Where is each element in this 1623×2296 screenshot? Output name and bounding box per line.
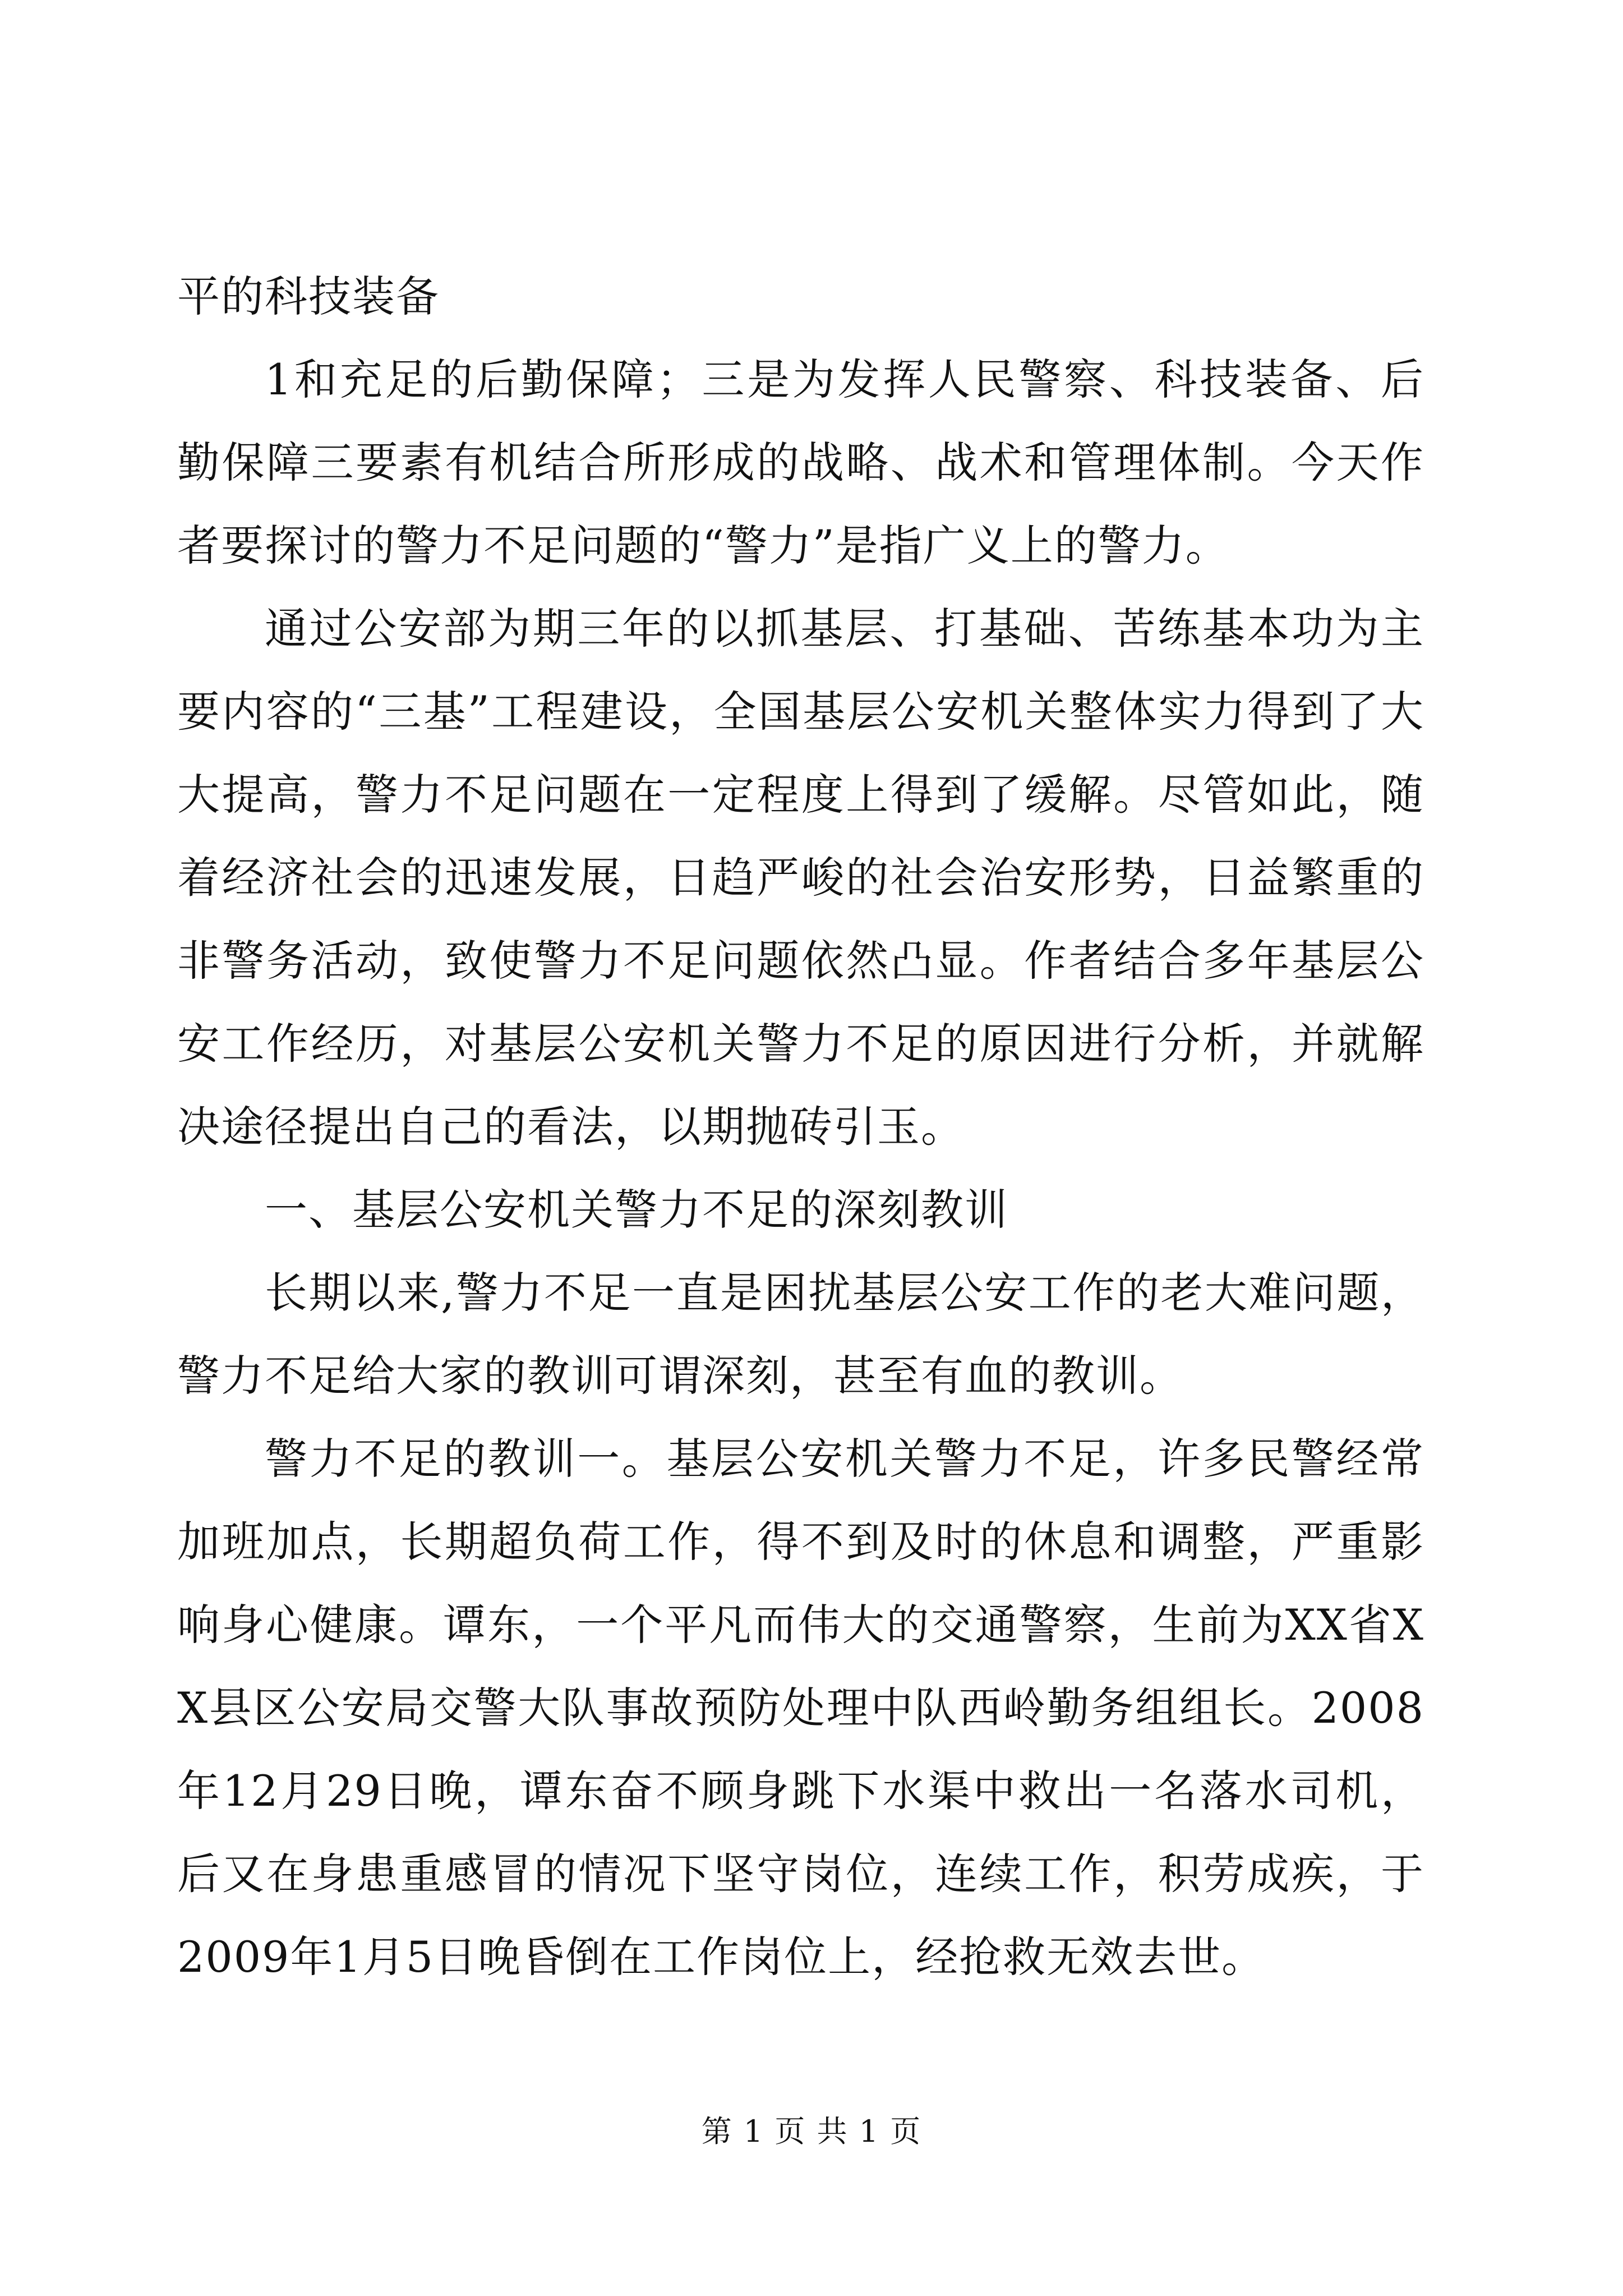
paragraph-6: 警力不足的教训一。基层公安机关警力不足，许多民警经常加班加点，长期超负荷工作，得不到及时的休息和调整，严重影响身心健康。谭东，一个平凡而伟大的交通警察，生前为XX省XX县区公安局交警大队事故预防处理中队西岭勤务组组长。2008年12月29日晚，谭东奋不顾身跳下水渠中救出一名落水司机，后又在身患重感冒的情况下坚守岗位，连续工作，积劳成疾，于2009年1月5日晚昏倒在工作岗位上，经抢救无效去世。 [177,1434,1424,1982]
paragraph-1: 平的科技装备 [177,272,440,321]
section-heading: 一、基层公安机关警力不足的深刻教训 [265,1185,1008,1235]
paragraph-3: 通过公安部为期三年的以抓基层、打基础、苦练基本功为主要内容的“三基”工程建设，全国基层公安机关整体实力得到了大大提高，警力不足问题在一定程度上得到了缓解。尽管如此，随着经济社会的迅速发展，日趋严峻的社会治安形势，日益繁重的非警务活动，致使警力不足问题依然凸显。作者结合多年基层公安工作经历，对基层公安机关警力不足的原因进行分析，并就解决途径提出自己的看法，以期抛砖引玉。 [177,604,1424,1152]
document-body [177,255,1424,1999]
paragraph-2: 1和充足的后勤保障；三是为发挥人民警察、科技装备、后勤保障三要素有机结合所形成的战略、战术和管理体制。今天作者要探讨的警力不足问题的“警力”是指广义上的警力。 [177,355,1424,570]
page-footer: 第 1 页 共 1 页 [701,2114,922,2149]
paragraph-5: 长期以来,警力不足一直是困扰基层公安工作的老大难问题，警力不足给大家的教训可谓深刻，甚至有血的教训。 [177,1268,1424,1401]
